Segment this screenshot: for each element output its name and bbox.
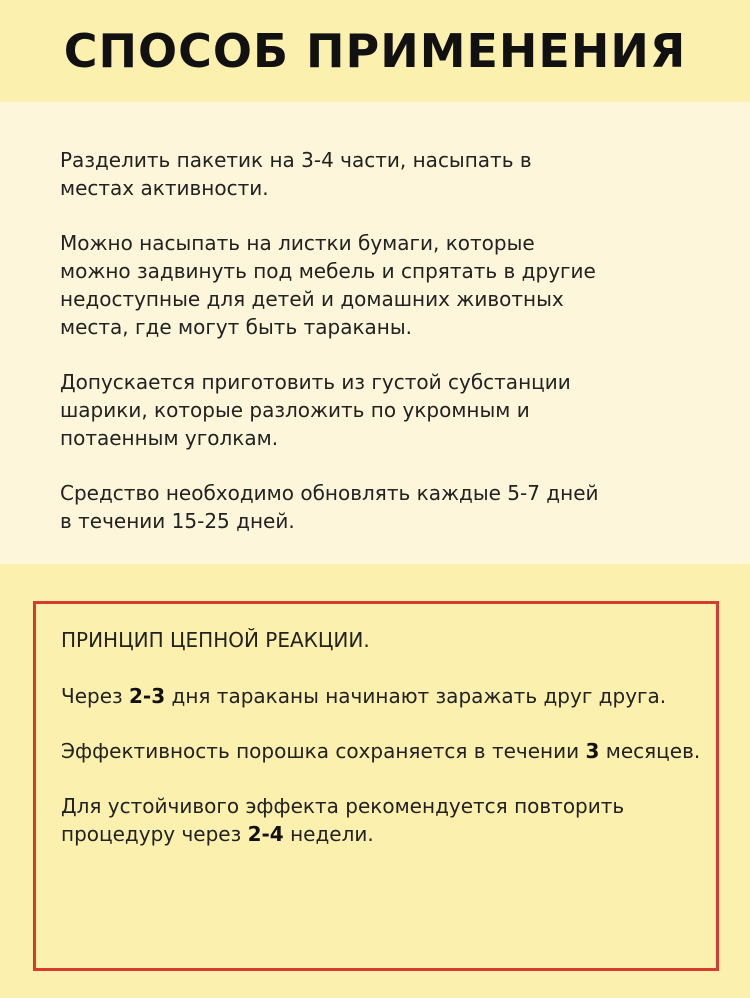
chain-p3-bold: 2-4 <box>247 822 284 846</box>
chain-p1-before: Через <box>61 684 130 708</box>
instruction-paragraph-4: Средство необходимо обновлять каждые 5-7 дней в течении 15-25 дней. <box>60 481 599 533</box>
chain-paragraph-3 <box>61 792 701 848</box>
header-band <box>0 0 750 102</box>
chain-p3-before: Для устойчивого эффекта рекомендуется повторить процедуру через <box>61 794 625 846</box>
instruction-paragraph-1: Разделить пакетик на 3-4 части, насыпать в местах активности. <box>60 148 532 200</box>
chain-p1-bold: 2-3 <box>129 684 166 708</box>
chain-reaction-heading: ПРИНЦИП ЦЕПНОЙ РЕАКЦИИ. <box>61 628 370 652</box>
chain-reaction-content <box>61 626 701 875</box>
instruction-paragraph-3: Допускается приготовить из густой субстанции шарики, которые разложить по укромным и потаенным уголкам. <box>60 370 571 450</box>
instructions-text <box>60 146 720 562</box>
instructions-panel <box>0 102 750 564</box>
instruction-paragraph-2: Можно насыпать на листки бумаги, которые можно задвинуть под мебель и спрятать в другие недоступные для детей и домашних животных места, где могут быть тараканы. <box>60 231 596 339</box>
chain-p2-before: Эффективность порошка сохраняется в течении <box>61 739 586 763</box>
chain-p3-after: недели. <box>283 822 374 846</box>
chain-reaction-box <box>33 601 719 971</box>
chain-p2-bold: 3 <box>585 739 600 763</box>
page-title: СПОСОБ ПРИМЕНЕНИЯ <box>63 24 687 78</box>
chain-paragraph-2 <box>61 737 701 765</box>
chain-paragraph-1 <box>61 682 701 710</box>
chain-p1-after: дня тараканы начинают заражать друг друга. <box>165 684 667 708</box>
chain-p2-after: месяцев. <box>599 739 701 763</box>
